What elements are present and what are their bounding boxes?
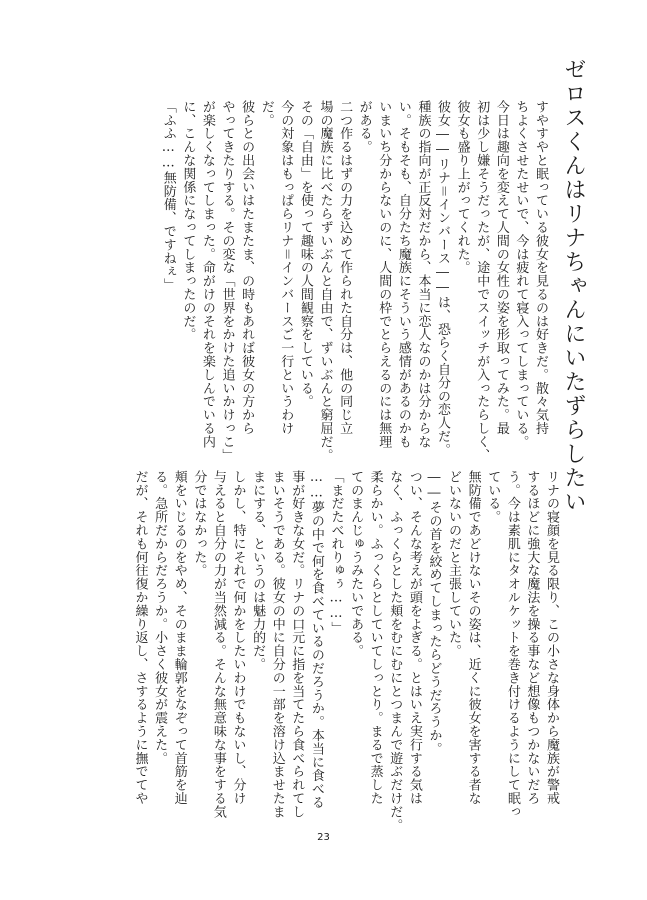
text-line: いまいち分からないのに、人間の枠でとらえるのには無理 [376,100,392,449]
text-line: 場の魔族に比べたらずいぶんと自由で、ずいぶんと窮屈だ。 [317,100,333,462]
text-line: 柔らかい。ふっくらとしていてしっとり。まるで蒸した [367,470,383,805]
text-line: てのまんじゅうみたいである。 [348,470,364,658]
text-line: 彼女――リナ＝インバース――は、恐らく自分の恋人だ。 [435,100,451,457]
text-line: 頬をいじるのをやめ、そのまま輪郭をなぞって首筋を辿 [171,470,187,805]
text-line: するほどに強大な魔法を操る事など想像もつかないだろ [524,470,540,805]
text-line: 「ふふ……無防備、ですねぇ」 [160,100,176,292]
text-line: リナの寝顔を見る限り、この小さな身体から魔族が警戒 [544,470,559,805]
text-line: まにする、というのは魅力的だ。 [250,470,266,671]
text-line: つい、そんな考えが頭をよぎる。とはいえ実行する気は [406,470,422,805]
text-line: 種族の指向が正反対だから、本当に恋人なのかは分からな [415,100,431,449]
lower-text-block [130,470,561,832]
text-line: が楽しくなってしまった。命がけのそれを楽しんでいる内 [199,100,215,449]
text-line: だが、それも何往復か繰り返し、さするように撫でてや [132,470,148,805]
chapter-title: ゼロスくんはリナちゃんにいたずらしたい [561,58,586,514]
text-line: 彼女も盛り上がってくれた。 [454,100,470,275]
text-line: う。今は素肌にタオルケットを巻き付けるようにして眠っ [504,470,520,819]
text-line: 与えると自分の力が当然減る。そんな無意味な事をする気 [210,470,226,819]
text-line: ちよくさせたせいで、今は疲れて寝入ってしまっている。 [513,100,529,449]
text-line: すやすやと眠っている彼女を見るのは好きだ。散々気持 [533,100,548,435]
page-number: 23 [317,832,330,843]
text-line: 「まだたべれりゅぅ……」 [328,470,344,635]
text-line: 彼らとの出会いはたまたま、の時もあれば彼女の方から [239,100,255,435]
text-line: どいないのだと主張していた。 [446,470,462,658]
text-line: 分ではなかった。 [191,470,207,578]
text-line: い。そもそも、自分たち魔族にそういう感情があるのかも [395,100,411,449]
text-line: 二つ作るはずの力を込めて作られた自分は、他の同じ立 [337,100,353,435]
text-line: なく、ふっくらとした頬をむにむにとつまんで遊ぶだけだ。 [387,470,403,832]
text-line: ――その首を絞めてしまったらどうだろうか。 [426,470,442,756]
text-line: 今日は趣向を変えて人間の女性の姿を形取ってみた。最 [493,100,509,435]
text-line: 今の対象はもっぱらリナ＝インバースご一行というわけ [278,100,294,435]
text-line: ……夢の中で何を食べているのだろうか。本当に食べる [308,470,324,809]
upper-text-block [158,100,550,462]
text-line: る。急所だからだろうか。小さく彼女が震えた。 [152,470,168,765]
text-line: その「自由」を使って趣味の人間観察をしている。 [297,100,313,409]
text-line: ている。 [485,470,501,524]
text-line: 無防備であどけないその姿は、近くに彼女を害する者な [465,470,481,805]
text-line: 初は少し嫌そうだったが、途中でスイッチが入ったらしく、 [474,100,490,462]
text-line: まいそうである。彼女の中に自分の一部を溶け込ませたま [269,470,285,819]
text-line: がある。 [356,100,372,154]
text-line: に、こんな関係になってしまったのだ。 [180,100,196,342]
text-line: 事が好きな女だ。リナの口元に指を当てたら食べられてし [289,470,305,819]
text-line: しかし、特にそれで何かをしたいわけでもないし、分け [230,470,246,805]
text-line: やってきたりする。その変な「世界をかけた追いかけっこ」 [219,100,235,462]
text-line: だ。 [258,100,274,127]
